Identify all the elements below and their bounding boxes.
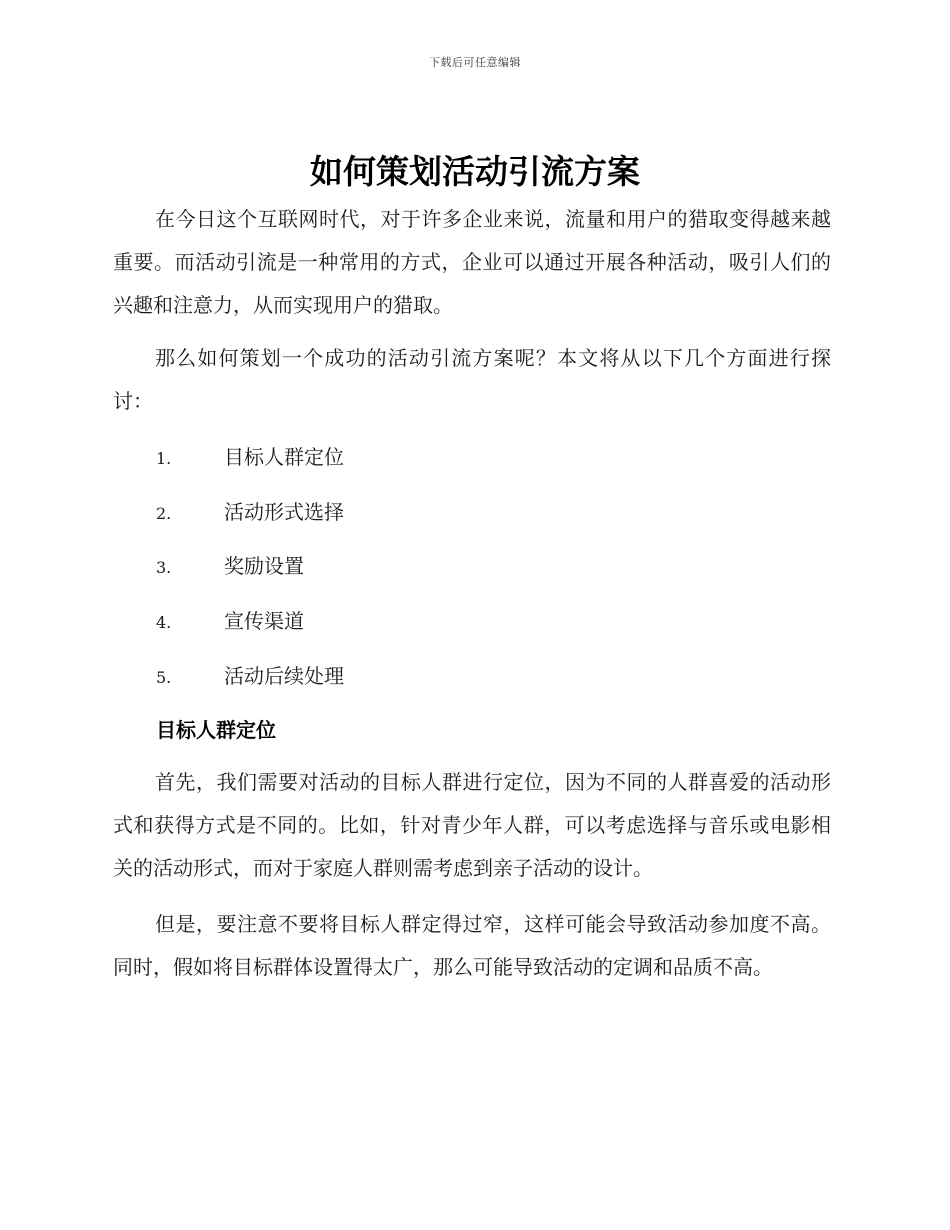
section-paragraph: 但是，要注意不要将目标人群定得过窄，这样可能会导致活动参加度不高。同时，假如将目标群体设置得太广，那么可能导致活动的定调和品质不高。 — [113, 912, 831, 979]
outline-item-label: 目标人群定位 — [224, 445, 344, 469]
section-paragraph: 首先，我们需要对活动的目标人群进行定位，因为不同的人群喜爱的活动形式和获得方式是不同的。比如，针对青少年人群，可以考虑选择与音乐或电影相关的活动形式，而对于家庭人群则需考虑到亲子活动的设计。 — [113, 770, 831, 880]
outline-item — [156, 606, 304, 636]
outline-item-label: 活动形式选择 — [224, 500, 344, 524]
section-heading: 目标人群定位 — [156, 718, 276, 742]
outline-item-number: 1. — [156, 449, 172, 468]
outline-item — [156, 551, 304, 581]
outline-item-number: 2. — [156, 504, 172, 523]
outline-item-number: 4. — [156, 613, 172, 632]
outline-item-number: 3. — [156, 558, 172, 577]
header-note: 下载后可任意编辑 — [429, 56, 521, 69]
outline-item — [156, 661, 344, 691]
intro-paragraph: 那么如何策划一个成功的活动引流方案呢？本文将从以下几个方面进行探讨： — [113, 346, 831, 413]
document-title: 如何策划活动引流方案 — [310, 152, 640, 191]
outline-item-number: 5. — [156, 668, 172, 687]
outline-item-label: 奖励设置 — [224, 554, 304, 578]
intro-paragraph: 在今日这个互联网时代，对于许多企业来说，流量和用户的猎取变得越来越重要。而活动引流是一种常用的方式，企业可以通过开展各种活动，吸引人们的兴趣和注意力，从而实现用户的猎取。 — [113, 207, 831, 317]
outline-item-label: 宣传渠道 — [224, 609, 304, 633]
outline-item-label: 活动后续处理 — [224, 664, 344, 688]
outline-item — [156, 497, 344, 527]
outline-item — [156, 442, 344, 472]
